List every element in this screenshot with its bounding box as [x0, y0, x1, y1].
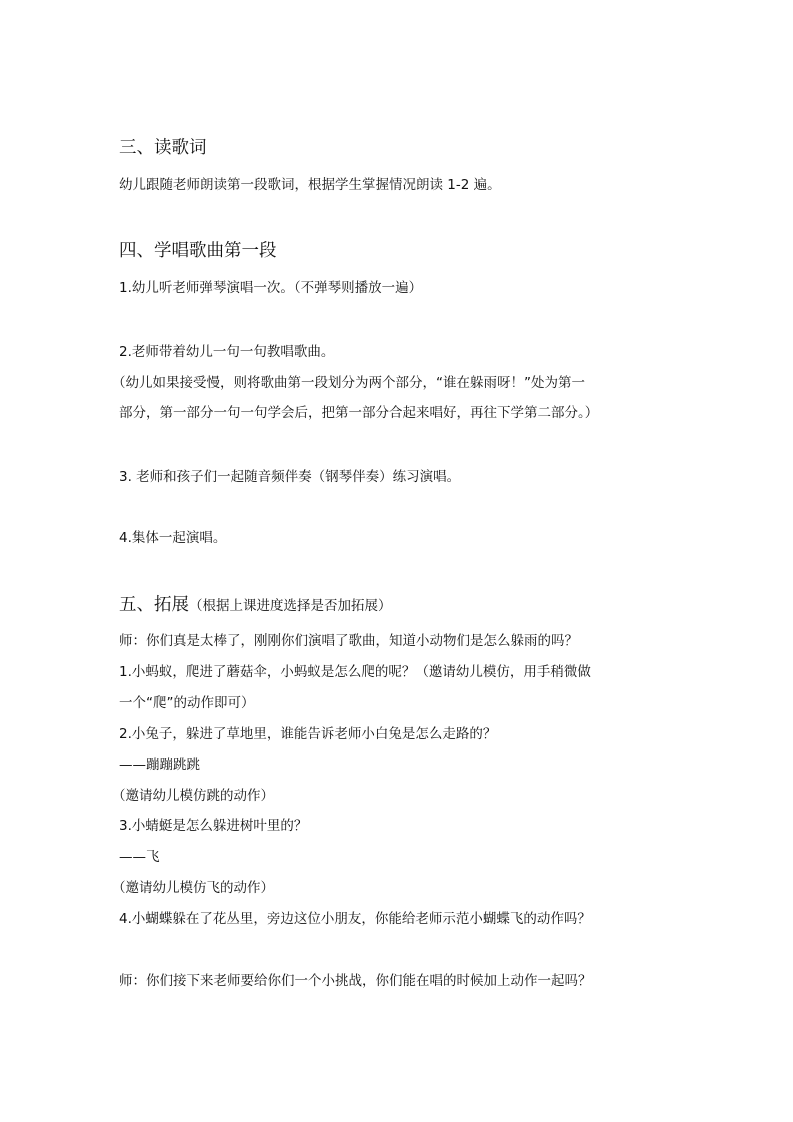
- section-5-outro: 师：你们接下来老师要给你们一个小挑战，你们能在唱的时候加上动作一起吗？: [119, 973, 592, 989]
- question-3-answer: ——飞: [119, 849, 160, 865]
- section-5-heading: [119, 592, 392, 619]
- section-5-title: 五、拓展: [119, 595, 189, 615]
- question-3: 3.小蜻蜓是怎么躲进树叶里的？: [119, 818, 308, 834]
- question-2-note: （邀请幼儿模仿跳的动作）: [112, 788, 274, 804]
- section-4-step-1: 1.幼儿听老师弹琴演唱一次。（不弹琴则播放一遍）: [119, 280, 423, 296]
- section-4-step-3: 3. 老师和孩子们一起随音频伴奏（钢琴伴奏）练习演唱。: [119, 469, 461, 485]
- section-5-heading-note: （根据上课进度选择是否加拓展）: [189, 598, 392, 614]
- section-3-paragraph: 幼儿跟随老师朗读第一段歌词，根据学生掌握情况朗读 1-2 遍。: [119, 177, 501, 193]
- question-2: 2.小兔子，躲进了草地里，谁能告诉老师小白兔是怎么走路的？: [119, 726, 497, 742]
- section-4-step-2-note-line-1: （幼儿如果接受慢，则将歌曲第一段划分为两个部分，“谁在躲雨呀！”处为第一: [112, 375, 585, 391]
- section-3-heading: 三、读歌词: [119, 138, 207, 158]
- section-4-step-4: 4.集体一起演唱。: [119, 530, 227, 546]
- question-2-answer: ——蹦蹦跳跳: [119, 757, 200, 773]
- question-4: 4.小蝴蝶躲在了花丛里，旁边这位小朋友，你能给老师示范小蝴蝶飞的动作吗？: [119, 911, 591, 927]
- question-1-line-1: 1.小蚂蚁，爬进了蘑菇伞，小蚂蚁是怎么爬的呢？（邀请幼儿模仿，用手稍微做: [119, 664, 591, 680]
- question-1-line-2: 一个“爬”的动作即可）: [119, 695, 255, 711]
- section-4-heading: 四、学唱歌曲第一段: [119, 241, 277, 261]
- section-4-step-2: 2.老师带着幼儿一句一句教唱歌曲。: [119, 344, 335, 360]
- section-4-step-2-note-line-2: 部分，第一部分一句一句学会后，把第一部分合起来唱好，再往下学第二部分。）: [119, 405, 599, 421]
- section-5-intro: 师：你们真是太棒了，刚刚你们演唱了歌曲，知道小动物们是怎么躲雨的吗？: [119, 633, 578, 649]
- question-3-note: （邀请幼儿模仿飞的动作）: [112, 880, 274, 896]
